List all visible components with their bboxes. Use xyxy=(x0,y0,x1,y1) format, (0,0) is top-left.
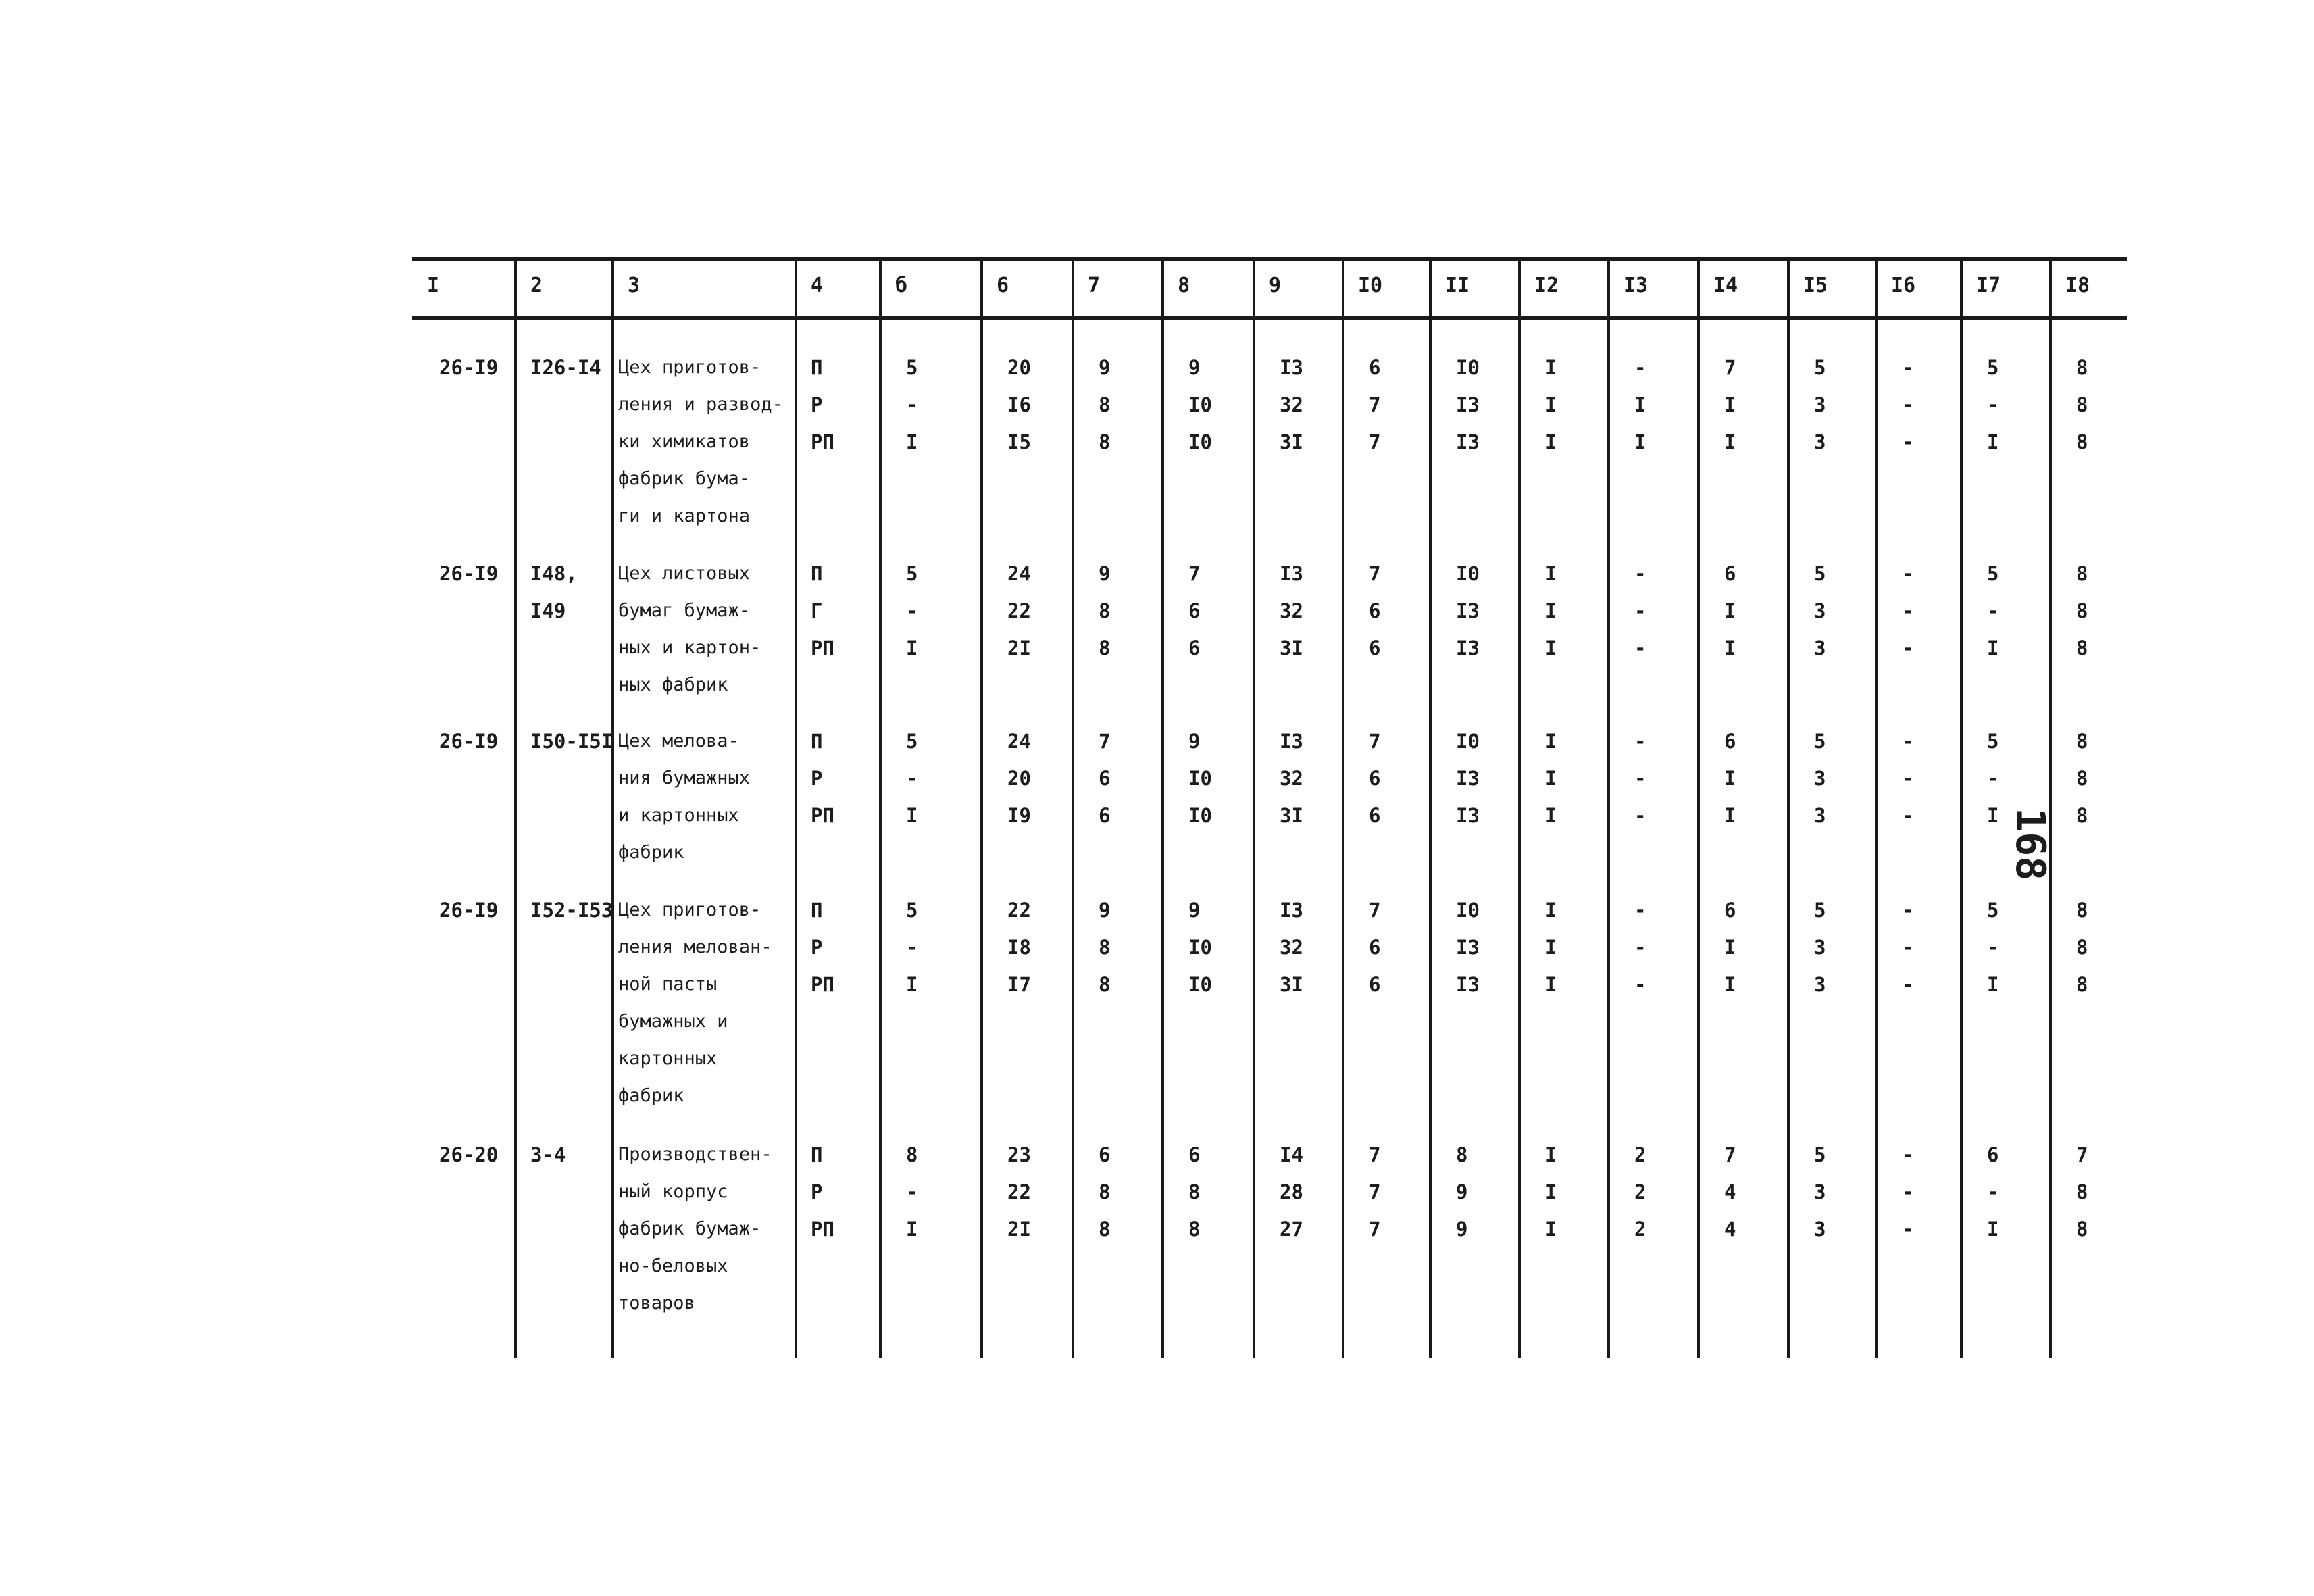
column-rule xyxy=(514,257,517,1358)
object-code: 26-I9 xyxy=(439,730,499,753)
table-cell: I xyxy=(1724,973,1736,996)
column-rule xyxy=(1875,257,1878,1358)
table-cell: I xyxy=(1634,393,1646,416)
table-cell: 7 xyxy=(1369,393,1381,416)
column-header: 4 xyxy=(811,274,824,297)
table-cell: I3 xyxy=(1280,356,1303,379)
table-cell: I3 xyxy=(1456,637,1480,659)
table-cell: 8 xyxy=(1099,637,1111,659)
table-cell: - xyxy=(1902,599,1914,622)
table-cell: 8 xyxy=(1099,393,1111,416)
table-cell: I0 xyxy=(1188,393,1212,416)
table-cell: I3 xyxy=(1456,393,1480,416)
table-cell: I0 xyxy=(1188,973,1212,996)
table-cell: I xyxy=(1724,804,1736,827)
table-cell: 7 xyxy=(1369,1180,1381,1203)
table-cell: - xyxy=(1634,730,1646,753)
table-cell: 5 xyxy=(906,356,918,379)
table-cell: 5 xyxy=(1814,562,1826,585)
sheet-ref: I49 xyxy=(530,599,566,622)
table-cell: I3 xyxy=(1280,730,1303,753)
table-cell: I xyxy=(1987,804,1999,827)
table-cell: 8 xyxy=(2076,767,2088,790)
table-cell: 6 xyxy=(1188,637,1201,659)
table-cell: 6 xyxy=(1724,899,1736,922)
column-rule xyxy=(1072,257,1074,1358)
table-cell: I3 xyxy=(1280,562,1303,585)
table-cell: 3I xyxy=(1280,637,1303,659)
table-cell: РП xyxy=(811,430,834,453)
table-cell: 8 xyxy=(2076,599,2088,622)
table-cell: 6 xyxy=(1188,1143,1201,1166)
table-cell: Р xyxy=(811,767,823,790)
table-cell: 3 xyxy=(1814,1180,1826,1203)
table-cell: 6 xyxy=(1099,1143,1111,1166)
table-cell: I xyxy=(1545,804,1557,827)
table-cell: I xyxy=(1545,936,1557,959)
column-header: I xyxy=(427,274,440,297)
table-cell: - xyxy=(1902,973,1914,996)
table-cell: I xyxy=(1724,637,1736,659)
column-header: I8 xyxy=(2065,274,2090,297)
sheet-ref: I52-I53 xyxy=(530,899,613,922)
table-cell: I3 xyxy=(1456,430,1480,453)
table-cell: - xyxy=(1987,936,1999,959)
column-rule xyxy=(1429,257,1432,1358)
workshop-name-line: ных фабрик xyxy=(618,674,728,695)
table-cell: - xyxy=(906,599,918,622)
sheet-ref: I26-I4 xyxy=(530,356,601,379)
header-bottom-rule xyxy=(412,316,2127,320)
table-cell: I xyxy=(1545,393,1557,416)
table-cell: П xyxy=(811,899,823,922)
table-cell: 5 xyxy=(1814,899,1826,922)
workshop-name-line: Цех листовых xyxy=(618,563,751,584)
workshop-name-line: но-беловых xyxy=(618,1255,728,1276)
table-cell: - xyxy=(1987,767,1999,790)
column-header: I7 xyxy=(1976,274,2001,297)
table-cell: 8 xyxy=(1099,430,1111,453)
table-cell: - xyxy=(1634,637,1646,659)
table-cell: 5 xyxy=(906,899,918,922)
table-cell: 2 xyxy=(1634,1143,1646,1166)
table-cell: - xyxy=(1634,767,1646,790)
table-cell: - xyxy=(1902,430,1914,453)
column-rule xyxy=(1161,257,1164,1358)
table-cell: 7 xyxy=(2076,1143,2088,1166)
table-cell: - xyxy=(1902,1218,1914,1241)
table-cell: 7 xyxy=(1099,730,1111,753)
table-cell: 7 xyxy=(1188,562,1201,585)
table-cell: 5 xyxy=(1987,730,1999,753)
table-cell: I xyxy=(1987,637,1999,659)
table-cell: 8 xyxy=(1099,936,1111,959)
table-cell: - xyxy=(1634,562,1646,585)
workshop-name-line: ной пасты xyxy=(618,974,718,995)
table-cell: 3 xyxy=(1814,767,1826,790)
table-cell: - xyxy=(1902,899,1914,922)
header-top-rule xyxy=(412,257,2127,261)
table-cell: 5 xyxy=(1987,562,1999,585)
table-cell: 7 xyxy=(1369,430,1381,453)
table-cell: I xyxy=(906,637,918,659)
table-cell: I7 xyxy=(1007,973,1031,996)
table-cell: Г xyxy=(811,599,823,622)
table-cell: 8 xyxy=(1099,1218,1111,1241)
table-cell: 3 xyxy=(1814,936,1826,959)
table-cell: 3 xyxy=(1814,393,1826,416)
workshop-name-line: фабрик бумаж- xyxy=(618,1218,761,1239)
table-cell: I xyxy=(1724,767,1736,790)
table-cell: 8 xyxy=(2076,936,2088,959)
table-cell: 5 xyxy=(906,562,918,585)
table-cell: I8 xyxy=(1007,936,1031,959)
column-rule xyxy=(795,257,797,1358)
workshop-name-line: ния бумажных xyxy=(618,768,751,789)
workshop-name-line: и картонных xyxy=(618,805,739,826)
table-cell: - xyxy=(1902,936,1914,959)
table-cell: 6 xyxy=(1724,730,1736,753)
table-cell: 4 xyxy=(1724,1180,1736,1203)
table-cell: 8 xyxy=(1456,1143,1468,1166)
table-cell: 9 xyxy=(1188,730,1201,753)
table-cell: 6 xyxy=(1188,599,1201,622)
table-cell: 8 xyxy=(906,1143,918,1166)
table-cell: - xyxy=(906,767,918,790)
table-cell: РП xyxy=(811,1218,834,1241)
table-cell: 2 xyxy=(1634,1218,1646,1241)
table-cell: 8 xyxy=(1099,599,1111,622)
column-header: б xyxy=(895,274,908,297)
table-cell: I xyxy=(1987,430,1999,453)
workshop-name-line: Цех мелова- xyxy=(618,730,739,751)
sheet-ref: 3-4 xyxy=(530,1143,566,1166)
column-rule xyxy=(1697,257,1700,1358)
workshop-name-line: картонных xyxy=(618,1048,718,1069)
table-cell: - xyxy=(1902,1180,1914,1203)
table-cell: - xyxy=(1634,973,1646,996)
table-cell: - xyxy=(1902,637,1914,659)
workshop-name-line: Цех приготов- xyxy=(618,357,761,378)
table-cell: П xyxy=(811,730,823,753)
workshop-name-line: ления мелован- xyxy=(618,937,772,957)
table-cell: 2I xyxy=(1007,1218,1031,1241)
column-rule xyxy=(879,257,882,1358)
table-cell: 8 xyxy=(2076,899,2088,922)
table-cell: 5 xyxy=(1814,1143,1826,1166)
table-cell: 7 xyxy=(1369,1218,1381,1241)
table-cell: I0 xyxy=(1456,899,1480,922)
table-cell: 3 xyxy=(1814,804,1826,827)
table-cell: 9 xyxy=(1188,899,1201,922)
workshop-name-line: фабрик бума- xyxy=(618,468,751,489)
table-cell: 3 xyxy=(1814,599,1826,622)
table-cell: I3 xyxy=(1280,899,1303,922)
table-cell: 6 xyxy=(1369,767,1381,790)
table-cell: I xyxy=(1545,599,1557,622)
column-rule xyxy=(1518,257,1521,1358)
table-cell: РП xyxy=(811,804,834,827)
table-cell: I xyxy=(1545,1180,1557,1203)
table-cell: 5 xyxy=(1987,899,1999,922)
table-cell: I xyxy=(1545,973,1557,996)
table-cell: 8 xyxy=(1188,1180,1201,1203)
table-cell: 9 xyxy=(1456,1180,1468,1203)
table-cell: 8 xyxy=(2076,356,2088,379)
table-cell: Р xyxy=(811,936,823,959)
column-header: 8 xyxy=(1178,274,1190,297)
table-cell: I0 xyxy=(1456,730,1480,753)
table-cell: 6 xyxy=(1724,562,1736,585)
table-cell: 7 xyxy=(1369,562,1381,585)
workshop-name-line: ных и картон- xyxy=(618,637,761,658)
table-cell: - xyxy=(1902,1143,1914,1166)
table-cell: I xyxy=(1545,562,1557,585)
table-cell: 20 xyxy=(1007,356,1031,379)
table-cell: - xyxy=(1902,393,1914,416)
table-cell: 22 xyxy=(1007,899,1031,922)
table-cell: 6 xyxy=(1369,973,1381,996)
table-cell: I xyxy=(1545,637,1557,659)
table-cell: I xyxy=(1634,430,1646,453)
table-cell: 32 xyxy=(1280,599,1303,622)
table-cell: I xyxy=(906,430,918,453)
table-cell: - xyxy=(1634,899,1646,922)
table-cell: 6 xyxy=(1099,767,1111,790)
column-header: 6 xyxy=(997,274,1009,297)
column-rule xyxy=(980,257,983,1358)
column-header: I5 xyxy=(1803,274,1828,297)
table-cell: 3 xyxy=(1814,430,1826,453)
table-cell: - xyxy=(1987,393,1999,416)
table-cell: 20 xyxy=(1007,767,1031,790)
table-cell: 7 xyxy=(1724,356,1736,379)
table-cell: 8 xyxy=(2076,973,2088,996)
table-cell: I3 xyxy=(1456,804,1480,827)
table-cell: 8 xyxy=(2076,1218,2088,1241)
table-cell: 6 xyxy=(1369,637,1381,659)
sheet-ref: I50-I5I xyxy=(530,730,613,753)
table-cell: Р xyxy=(811,1180,823,1203)
table-cell: 32 xyxy=(1280,767,1303,790)
table-cell: - xyxy=(1902,730,1914,753)
table-cell: I0 xyxy=(1456,356,1480,379)
table-cell: - xyxy=(1987,1180,1999,1203)
table-cell: 8 xyxy=(2076,637,2088,659)
table-cell: Р xyxy=(811,393,823,416)
object-code: 26-I9 xyxy=(439,356,499,379)
table-cell: I5 xyxy=(1007,430,1031,453)
table-cell: 22 xyxy=(1007,1180,1031,1203)
table-cell: I xyxy=(1724,936,1736,959)
table-cell: - xyxy=(1902,356,1914,379)
table-cell: 27 xyxy=(1280,1218,1303,1241)
table-cell: 6 xyxy=(1369,936,1381,959)
workshop-name-line: Цех приготов- xyxy=(618,899,761,920)
column-rule xyxy=(1342,257,1344,1358)
table-cell: I xyxy=(906,1218,918,1241)
workshop-name-line: товаров xyxy=(618,1293,695,1314)
table-cell: - xyxy=(1634,804,1646,827)
workshop-name-line: бумаг бумаж- xyxy=(618,600,751,621)
table-cell: 6 xyxy=(1369,804,1381,827)
table-cell: 9 xyxy=(1456,1218,1468,1241)
table-cell: П xyxy=(811,562,823,585)
table-cell: 8 xyxy=(2076,1180,2088,1203)
table-cell: I xyxy=(1724,430,1736,453)
column-rule xyxy=(1253,257,1255,1358)
table-cell: 8 xyxy=(2076,804,2088,827)
column-header: I2 xyxy=(1534,274,1559,297)
column-rule xyxy=(1607,257,1610,1358)
table-cell: 9 xyxy=(1099,899,1111,922)
table-cell: - xyxy=(1902,562,1914,585)
object-code: 26-I9 xyxy=(439,899,499,922)
table-cell: 6 xyxy=(1099,804,1111,827)
workshop-name-line: фабрик xyxy=(618,842,684,863)
table-cell: I xyxy=(906,804,918,827)
column-rule xyxy=(611,257,614,1358)
table-cell: 2I xyxy=(1007,637,1031,659)
table-cell: 5 xyxy=(1814,356,1826,379)
table-cell: 5 xyxy=(1814,730,1826,753)
table-cell: 28 xyxy=(1280,1180,1303,1203)
column-header: I3 xyxy=(1624,274,1649,297)
column-header: 9 xyxy=(1269,274,1282,297)
table-cell: - xyxy=(1987,599,1999,622)
table-cell: I6 xyxy=(1007,393,1031,416)
table-cell: - xyxy=(906,393,918,416)
table-cell: 6 xyxy=(1369,356,1381,379)
table-cell: 7 xyxy=(1724,1143,1736,1166)
table-cell: - xyxy=(906,936,918,959)
table-cell: 4 xyxy=(1724,1218,1736,1241)
table-cell: 5 xyxy=(1987,356,1999,379)
table-cell: 8 xyxy=(1099,973,1111,996)
table-cell: РП xyxy=(811,973,834,996)
page-number: 168 xyxy=(2007,807,2054,881)
table-cell: I0 xyxy=(1188,804,1212,827)
table-cell: 3I xyxy=(1280,973,1303,996)
sheet-ref: I48, xyxy=(530,562,578,585)
table-cell: 3I xyxy=(1280,804,1303,827)
column-header: II xyxy=(1445,274,1470,297)
table-cell: П xyxy=(811,1143,823,1166)
column-header: I4 xyxy=(1713,274,1738,297)
table-cell: П xyxy=(811,356,823,379)
table-cell: 8 xyxy=(1188,1218,1201,1241)
table-cell: 3 xyxy=(1814,973,1826,996)
table-cell: I xyxy=(1545,899,1557,922)
table-cell: - xyxy=(1634,599,1646,622)
table-cell: I xyxy=(1545,730,1557,753)
column-header: 3 xyxy=(628,274,640,297)
table-cell: 7 xyxy=(1369,1143,1381,1166)
table-cell: 8 xyxy=(2076,562,2088,585)
table-cell: 24 xyxy=(1007,730,1031,753)
table-cell: I xyxy=(1987,973,1999,996)
table-cell: 8 xyxy=(2076,430,2088,453)
table-cell: 8 xyxy=(2076,393,2088,416)
column-header: 7 xyxy=(1088,274,1101,297)
table-cell: I3 xyxy=(1456,767,1480,790)
table-cell: - xyxy=(1634,936,1646,959)
table-cell: 32 xyxy=(1280,936,1303,959)
table-cell: I xyxy=(906,973,918,996)
table-cell: I xyxy=(1545,356,1557,379)
table-cell: I xyxy=(1724,393,1736,416)
workshop-name-line: Производствен- xyxy=(618,1144,772,1165)
workshop-name-line: бумажных и xyxy=(618,1011,728,1032)
table-cell: I9 xyxy=(1007,804,1031,827)
table-cell: - xyxy=(1902,804,1914,827)
table-cell: 24 xyxy=(1007,562,1031,585)
workshop-name-line: фабрик xyxy=(618,1085,684,1106)
table-cell: 9 xyxy=(1188,356,1201,379)
table-cell: РП xyxy=(811,637,834,659)
table-cell: 8 xyxy=(2076,730,2088,753)
table-cell: 7 xyxy=(1369,899,1381,922)
table-cell: I3 xyxy=(1456,936,1480,959)
table-cell: I xyxy=(1987,1218,1999,1241)
table-cell: 32 xyxy=(1280,393,1303,416)
table-cell: I0 xyxy=(1188,936,1212,959)
table-cell: 6 xyxy=(1369,599,1381,622)
object-code: 26-20 xyxy=(439,1143,499,1166)
workshop-name-line: ления и развод- xyxy=(618,394,783,415)
table-cell: - xyxy=(1634,356,1646,379)
table-cell: I xyxy=(1545,430,1557,453)
object-code: 26-I9 xyxy=(439,562,499,585)
workshop-name-line: ги и картона xyxy=(618,505,751,526)
table-cell: - xyxy=(906,1180,918,1203)
table-cell: I xyxy=(1545,1218,1557,1241)
table-cell: 22 xyxy=(1007,599,1031,622)
table-cell: 2 xyxy=(1634,1180,1646,1203)
table-cell: I3 xyxy=(1456,599,1480,622)
table-cell: 3I xyxy=(1280,430,1303,453)
table-cell: I xyxy=(1724,599,1736,622)
table-cell: 6 xyxy=(1987,1143,1999,1166)
column-header: 2 xyxy=(530,274,543,297)
workshop-name-line: ный корпус xyxy=(618,1181,728,1202)
table-cell: I0 xyxy=(1188,430,1212,453)
table-cell: 7 xyxy=(1369,730,1381,753)
table-cell: 9 xyxy=(1099,356,1111,379)
table-cell: 9 xyxy=(1099,562,1111,585)
table-cell: I0 xyxy=(1456,562,1480,585)
table-cell: I0 xyxy=(1188,767,1212,790)
column-rule xyxy=(1960,257,1963,1358)
table-cell: 3 xyxy=(1814,1218,1826,1241)
table-cell: 5 xyxy=(906,730,918,753)
table-cell: - xyxy=(1902,767,1914,790)
workshop-name-line: ки химикатов xyxy=(618,431,751,452)
column-rule xyxy=(1787,257,1790,1358)
column-header: I0 xyxy=(1358,274,1383,297)
table-cell: 3 xyxy=(1814,637,1826,659)
table-cell: I xyxy=(1545,767,1557,790)
column-header: I6 xyxy=(1891,274,1916,297)
table-cell: I4 xyxy=(1280,1143,1303,1166)
table-cell: I3 xyxy=(1456,973,1480,996)
table-cell: 23 xyxy=(1007,1143,1031,1166)
table-cell: 8 xyxy=(1099,1180,1111,1203)
table-cell: I xyxy=(1545,1143,1557,1166)
